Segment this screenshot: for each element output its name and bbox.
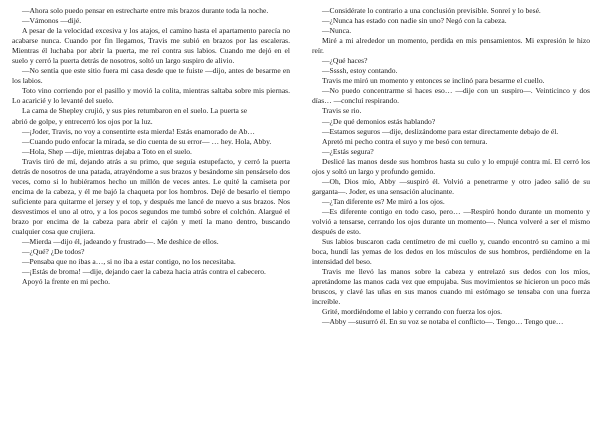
- left-page: [12, 6, 290, 287]
- paragraph: Grité, mordiéndome el labio y cerrando con fuerza los ojos.: [322, 307, 503, 317]
- paragraph: —¿Nunca has estado con nadie sin uno? Negó con la cabeza.: [322, 16, 507, 26]
- paragraph: Toto vino corriendo por el pasillo y movió la colita, mientras saltaba sobre mis piernas. Lo acaricié y lo levanté del suelo.: [12, 86, 290, 106]
- paragraph: Sus labios buscaron cada centímetro de mi cuello y, cuando encontró su camino a mi boca, hundí las yemas de los dedos en los músculos de sus hombros, perdiéndome en la intensidad del beso.: [312, 237, 590, 267]
- paragraph: —Pensaba que no ibas a…, si no iba a estar contigo, no los necesitaba.: [22, 257, 236, 267]
- paragraph: Travis me llevó las manos sobre la cabeza y entrelazó sus dedos con los míos, apretándome las manos cada vez que empujaba. Sus movimientos se hicieron un poco más bruscos, y clavé las uñas en sus manos cuando mi estómago se tensaba con una fuerza increíble.: [312, 267, 590, 307]
- paragraph: —Hola, Shep —dije, mientras dejaba a Toto en el suelo.: [22, 146, 192, 156]
- paragraph: —No puedo concentrarme si haces eso… —dije con un suspiro—. Veinticinco y dos días… —concluí respirando.: [312, 86, 590, 106]
- paragraph: Travis tiró de mí, dejando atrás a su primo, que seguía estupefacto, y cerró la puerta detrás de nosotros de una patada, atrayéndome a sus brazos y besándome sin pensárselo dos veces, como si lo hubiéramos hecho un millón de veces antes. Le quité la camiseta por encima de la cabeza, y él me bajó la chaqueta por los hombros. Dejé de besarlo el tiempo suficiente para quitarme el jersey y el top, y después me lancé de nuevo a sus brazos. Nos desvestimos el uno al otro, y a los pocos segundos me tumbó sobre el colchón. Alargué el brazo por encima de la cabeza para abrir el cajón y metí la mano dentro, buscando cualquier cosa que crujiera.: [12, 156, 290, 237]
- paragraph: Miré a mi alrededor un momento, perdida en mis pensamientos. Mi expresión le hizo reír.: [312, 36, 590, 56]
- paragraph: —¿Estás segura?: [322, 146, 374, 156]
- paragraph: —Abby —susurró él. En su voz se notaba el conflicto—. Tengo… Tengo que…: [322, 317, 564, 327]
- paragraph: —Nunca.: [322, 26, 352, 36]
- paragraph: —¿De qué demonios estás hablando?: [322, 116, 436, 126]
- paragraph: —Oh, Dios mío, Abby —suspiró él. Volvió a penetrarme y otro jadeo salió de su garganta—. Joder, es una sensación alucinante.: [312, 176, 590, 196]
- paragraph: —¿Tan diferente es? Me miró a los ojos.: [322, 196, 445, 206]
- paragraph: La cama de Shepley crujió, y sus pies retumbaron en el suelo. La puerta se: [22, 106, 248, 116]
- paragraph: —¡Estás de broma! —dije, dejando caer la cabeza hacia atrás contra el cabecero.: [22, 267, 266, 277]
- paragraph: —No sentía que este sitio fuera mi casa desde que te fuiste —dijo, antes de besarme en los labios.: [12, 66, 290, 86]
- paragraph: Travis me miró un momento y entonces se inclinó para besarme el cuello.: [322, 76, 545, 86]
- paragraph: —¿Qué? ¿De todos?: [22, 247, 85, 257]
- paragraph: abrió de golpe, y entrecerró los ojos por la luz.: [12, 116, 153, 126]
- paragraph: A pesar de la velocidad excesiva y los atajos, el camino hasta el apartamento parecía no acabarse nunca. Cuando por fin llegamos, Travis me subió en brazos por las escaleras. Mientras él luchaba por abrir la puerta, me reí contra sus labios. Cuando me dejó en el suelo y cerró la puerta detrás de nosotros, soltó un largo suspiro de alivio.: [12, 26, 290, 66]
- paragraph: —Es diferente contigo en todo caso, pero… —Respiró hondo durante un momento y volvió a tensarse, cerrando los ojos durante un momento—. Nunca volveré a ser el mismo después de esto.: [312, 206, 590, 237]
- paragraph: —¿Qué haces?: [322, 56, 368, 66]
- paragraph: —Estamos seguros —dije, deslizándome para estar directamente debajo de él.: [322, 126, 559, 136]
- paragraph: —Considérate lo contrario a una conclusión previsible. Sonreí y lo besé.: [322, 6, 541, 15]
- paragraph: —Vámonos —dijé.: [22, 16, 82, 26]
- paragraph: —Mierda —dijo él, jadeando y frustrado—. Me deshice de ellos.: [22, 237, 219, 247]
- paragraph: —Ahora solo puedo pensar en estrecharte entre mis brazos durante toda la noche.: [22, 6, 269, 15]
- paragraph: Deslicé las manos desde sus hombros hasta su culo y lo empujé contra mí. El cerró los ojos y soltó un largo y profundo gemido.: [312, 156, 590, 176]
- paragraph: Apoyó la frente en mi pecho.: [22, 277, 111, 287]
- paragraph: Apretó mi pecho contra el suyo y me besó con ternura.: [322, 136, 488, 146]
- paragraph: —Ssssh, estoy contando.: [322, 66, 398, 76]
- paragraph: —¡Joder, Travis, no voy a consentirte esta mierda! Estás enamorado de Ab…: [22, 126, 255, 136]
- paragraph: Travis se rio.: [322, 106, 362, 116]
- right-page: [312, 6, 590, 328]
- paragraph: —Cuando pudo enfocar la mirada, se dio cuenta de su error— … hey. Hola, Abby.: [22, 136, 272, 146]
